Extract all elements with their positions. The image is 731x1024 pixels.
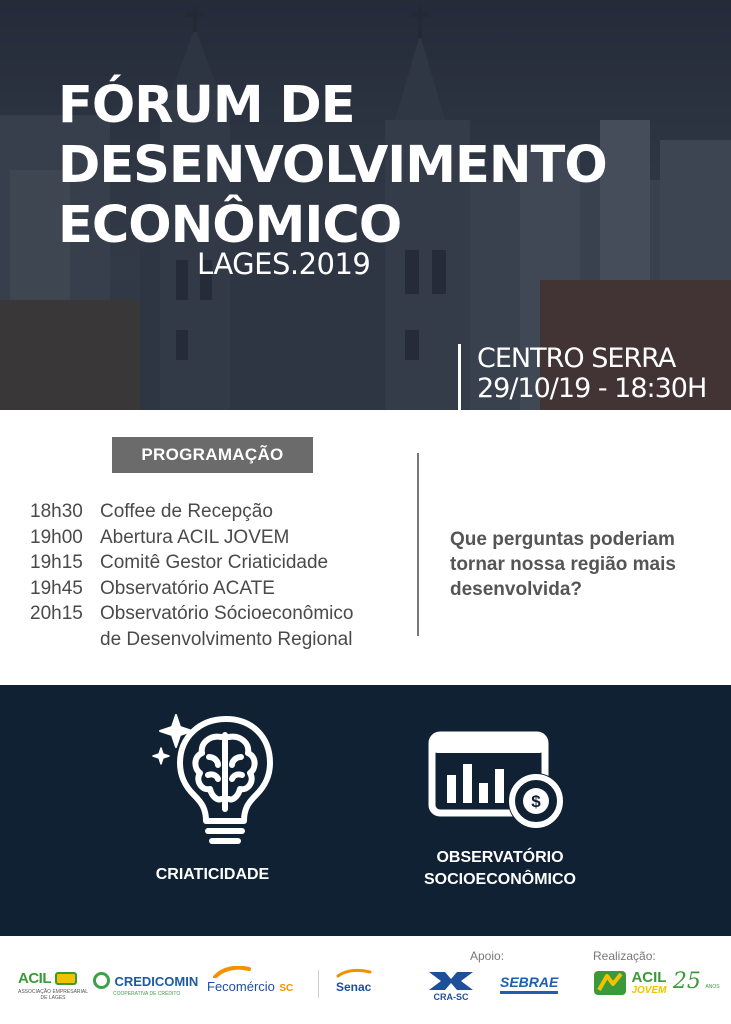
senac-logo-name: Senac: [336, 980, 372, 994]
feature-label-line-2: SOCIOECONÔMICO: [423, 871, 576, 888]
brain-lightbulb-icon: [150, 713, 275, 853]
hero-banner: [0, 0, 731, 410]
acil-jovem-anniversary: [673, 970, 720, 994]
schedule-time: 19h45: [30, 577, 83, 599]
credicomin-logo-mark: [93, 972, 110, 989]
acil-logo-tagline-2: DE LAGES: [40, 995, 66, 1001]
program-badge: PROGRAMAÇÃO: [112, 437, 313, 473]
event-edition: LAGES.2019: [197, 247, 371, 281]
acil-jovem-logo-sub: JOVEM: [631, 985, 667, 996]
schedule-item-continuation: [30, 627, 410, 653]
guiding-question: Que perguntas poderiam tornar nossa região mais desenvolvida?: [450, 529, 676, 600]
schedule-time: 19h00: [30, 526, 83, 548]
acil-logo: [18, 970, 88, 1001]
features-band: [0, 685, 731, 936]
realization-caption: Realização:: [593, 949, 656, 963]
schedule-label: de Desenvolvimento Regional: [100, 628, 353, 650]
acil-logo-tagline: ASSOCIAÇÃO EMPRESARIAL: [18, 989, 89, 995]
event-title-line-3: ECONÔMICO: [58, 196, 402, 255]
acil-logo-name: ACIL: [18, 970, 51, 987]
acil-jovem-wordmark: [631, 970, 666, 997]
footer-logo-separator: [318, 970, 319, 998]
event-title-line-2: DESENVOLVIMENTO: [58, 136, 607, 195]
program-divider: [417, 453, 419, 636]
acil-jovem-logo-name: ACIL: [631, 969, 667, 986]
cra-sc-logo-name: CRA-SC: [433, 992, 469, 1002]
event-venue: CENTRO SERRA: [477, 343, 676, 374]
schedule-label: Coffee de Recepção: [100, 501, 273, 522]
acil-logo-mark: [55, 972, 77, 985]
event-title-line-1: FÓRUM DE: [58, 76, 355, 135]
schedule-time: 19h15: [30, 552, 83, 574]
credicomin-logo-name: CREDICOMIN: [114, 974, 199, 989]
schedule-label: Observatório Sócioeconômico: [100, 603, 354, 625]
schedule-time: 20h15: [30, 603, 83, 625]
senac-logo: [336, 968, 372, 996]
cra-sc-logo: [425, 970, 477, 1002]
schedule-item: [30, 601, 410, 627]
schedule-time: [30, 627, 100, 653]
feature-label-observatorio: [400, 847, 600, 891]
acil-jovem-years-label: ANOS: [705, 984, 720, 990]
fecomercio-logo-name: Fecomércio: [207, 979, 275, 994]
svg-text:$: $: [531, 792, 541, 811]
chart-dollar-icon: [428, 731, 573, 836]
schedule-item: [30, 499, 410, 525]
fecomercio-swoosh-icon: [213, 966, 251, 978]
fecomercio-logo-suffix: SC: [279, 983, 294, 994]
schedule-item: [30, 550, 410, 576]
senac-wave-icon: [336, 968, 372, 978]
cra-sc-mark-icon: [427, 970, 475, 992]
acil-jovem-logo: [593, 970, 720, 997]
schedule-label: Observatório ACATE: [100, 577, 275, 599]
support-caption: Apoio:: [470, 949, 505, 963]
sebrae-logo: [500, 974, 558, 994]
sponsors-footer: [0, 936, 731, 1024]
schedule-list: [30, 499, 410, 653]
sebrae-logo-name: SEBRAE: [500, 974, 558, 994]
acil-jovem-years: 25: [672, 969, 701, 994]
credicomin-logo: [93, 972, 198, 997]
feature-label-criaticidade: CRIATICIDADE: [155, 866, 270, 883]
schedule-time: 18h30: [30, 501, 83, 522]
schedule-item: [30, 525, 410, 551]
feature-label-line-1: OBSERVATÓRIO: [436, 849, 564, 866]
schedule-label: Abertura ACIL JOVEM: [100, 526, 290, 548]
schedule-item: [30, 576, 410, 602]
hero-divider: [458, 344, 461, 410]
event-title: [58, 76, 718, 256]
acil-jovem-mark-icon: [593, 970, 627, 996]
schedule-label: Comitê Gestor Criaticidade: [100, 552, 329, 574]
fecomercio-logo: [207, 966, 293, 996]
credicomin-logo-tagline: COOPERATIVA DE CRÉDITO: [113, 991, 181, 997]
event-datetime: 29/10/19 - 18:30H: [477, 373, 707, 404]
